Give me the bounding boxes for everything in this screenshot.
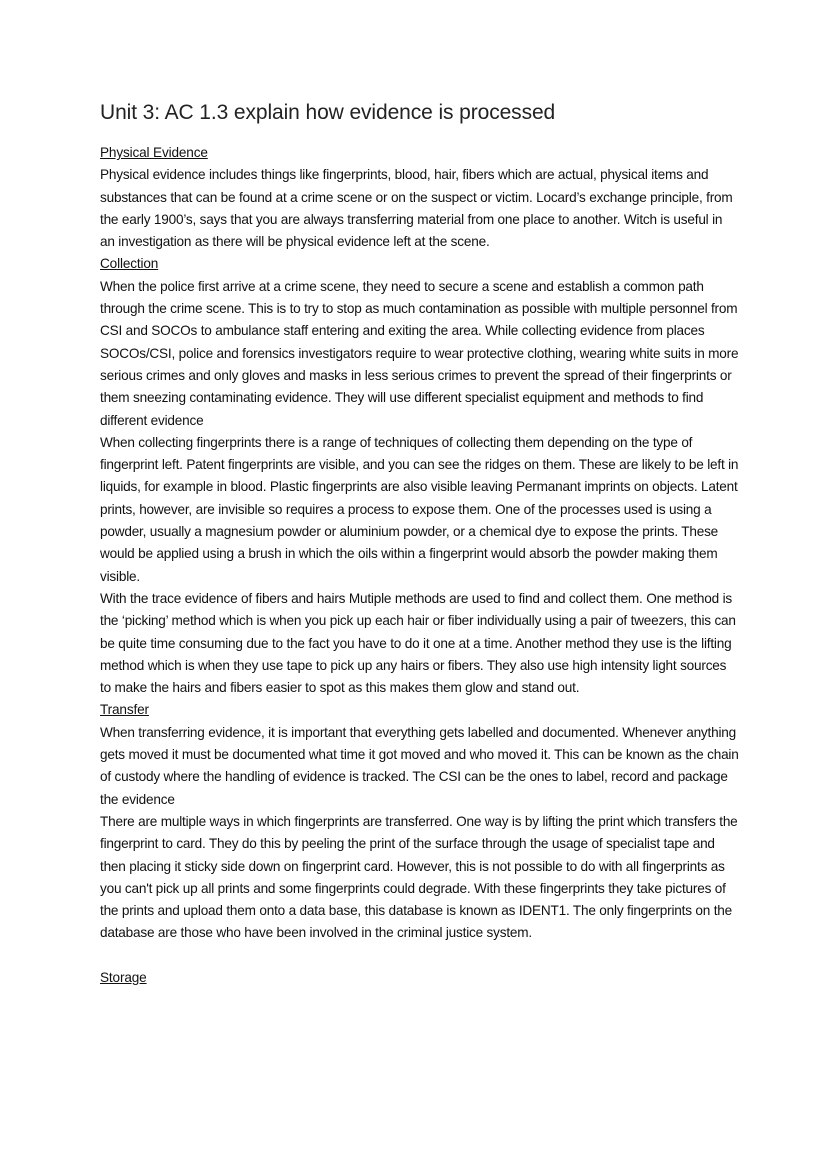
section-heading: Collection (100, 256, 159, 272)
section-collection (100, 253, 740, 699)
section-physical-evidence (100, 142, 740, 253)
section-storage (100, 967, 740, 989)
paragraph: With the trace evidence of fibers and hairs Mutiple methods are used to find and collect them. One method is the ‘picking’ method which is when you pick up each hair or fiber individually using a pair of tweezers, this can be quite time consuming due to the fact you have to do it one at a time. Another method they use is the lifting method which is when they use tape to pick up any hairs or fibers. They also use high intensity light sources to make the hairs and fibers easier to spot as this makes them glow and stand out. (100, 590, 736, 696)
document-page (100, 98, 740, 989)
paragraph: When collecting fingerprints there is a range of techniques of collecting them depending on the type of fingerprint left. Patent fingerprints are visible, and you can see the ridges on them. These are likely to be left in liquids, for example in blood. Plastic fingerprints are also visible leaving Permanant imprints on objects. Latent prints, however, are invisible so requires a process to expose them. One of the processes used is using a powder, usually a magnesium powder or aluminium powder, or a chemical dye to expose the prints. These would be applied using a brush in which the oils within a fingerprint would absorb the powder making them visible. (100, 434, 739, 584)
paragraph: Physical evidence includes things like fingerprints, blood, hair, fibers which are actual, physical items and substances that can be found at a crime scene or on the suspect or victim. Locard’s exchange principle, from the early 1900’s, says that you are always transferring material from one place to another. Witch is useful in an investigation as there will be physical evidence left at the scene. (100, 167, 733, 250)
section-heading: Physical Evidence (100, 145, 208, 160)
section-transfer (100, 699, 740, 944)
section-heading: Transfer (100, 702, 149, 718)
section-heading: Storage (100, 969, 147, 985)
paragraph: There are multiple ways in which fingerprints are transferred. One way is by lifting the print which transfers the fingerprint to card. They do this by peeling the print of the surface through the usage of specialist tape and then placing it sticky side down on fingerprint card. However, this is not possible to do with all fingerprints as you can't pick up all prints and some fingerprints could degrade. With these fingerprints they take pictures of the prints and upload them onto a data base, this database is known as IDENT1. The only fingerprints on the database are those who have been involved in the criminal justice system. (100, 813, 738, 941)
blank-line (100, 945, 740, 967)
paragraph: When transferring evidence, it is important that everything gets labelled and documented. Whenever anything gets moved it must be documented what time it got moved and who moved it. This can be known as the chain of custody where the handling of evidence is tracked. The CSI can be the ones to label, record and package the evidence (100, 724, 739, 807)
paragraph: When the police first arrive at a crime scene, they need to secure a scene and establish a common path through the crime scene. This is to try to stop as much contamination as possible with multiple personnel from CSI and SOCOs to ambulance staff entering and exiting the area. While collecting evidence from places SOCOs/CSI, police and forensics investigators require to wear protective clothing, wearing white suits in more serious crimes and only gloves and masks in less serious crimes to prevent the spread of their fingerprints or them sneezing contaminating evidence. They will use different specialist equipment and methods to find different evidence (100, 278, 739, 428)
document-title: Unit 3: AC 1.3 explain how evidence is processed (100, 101, 556, 124)
